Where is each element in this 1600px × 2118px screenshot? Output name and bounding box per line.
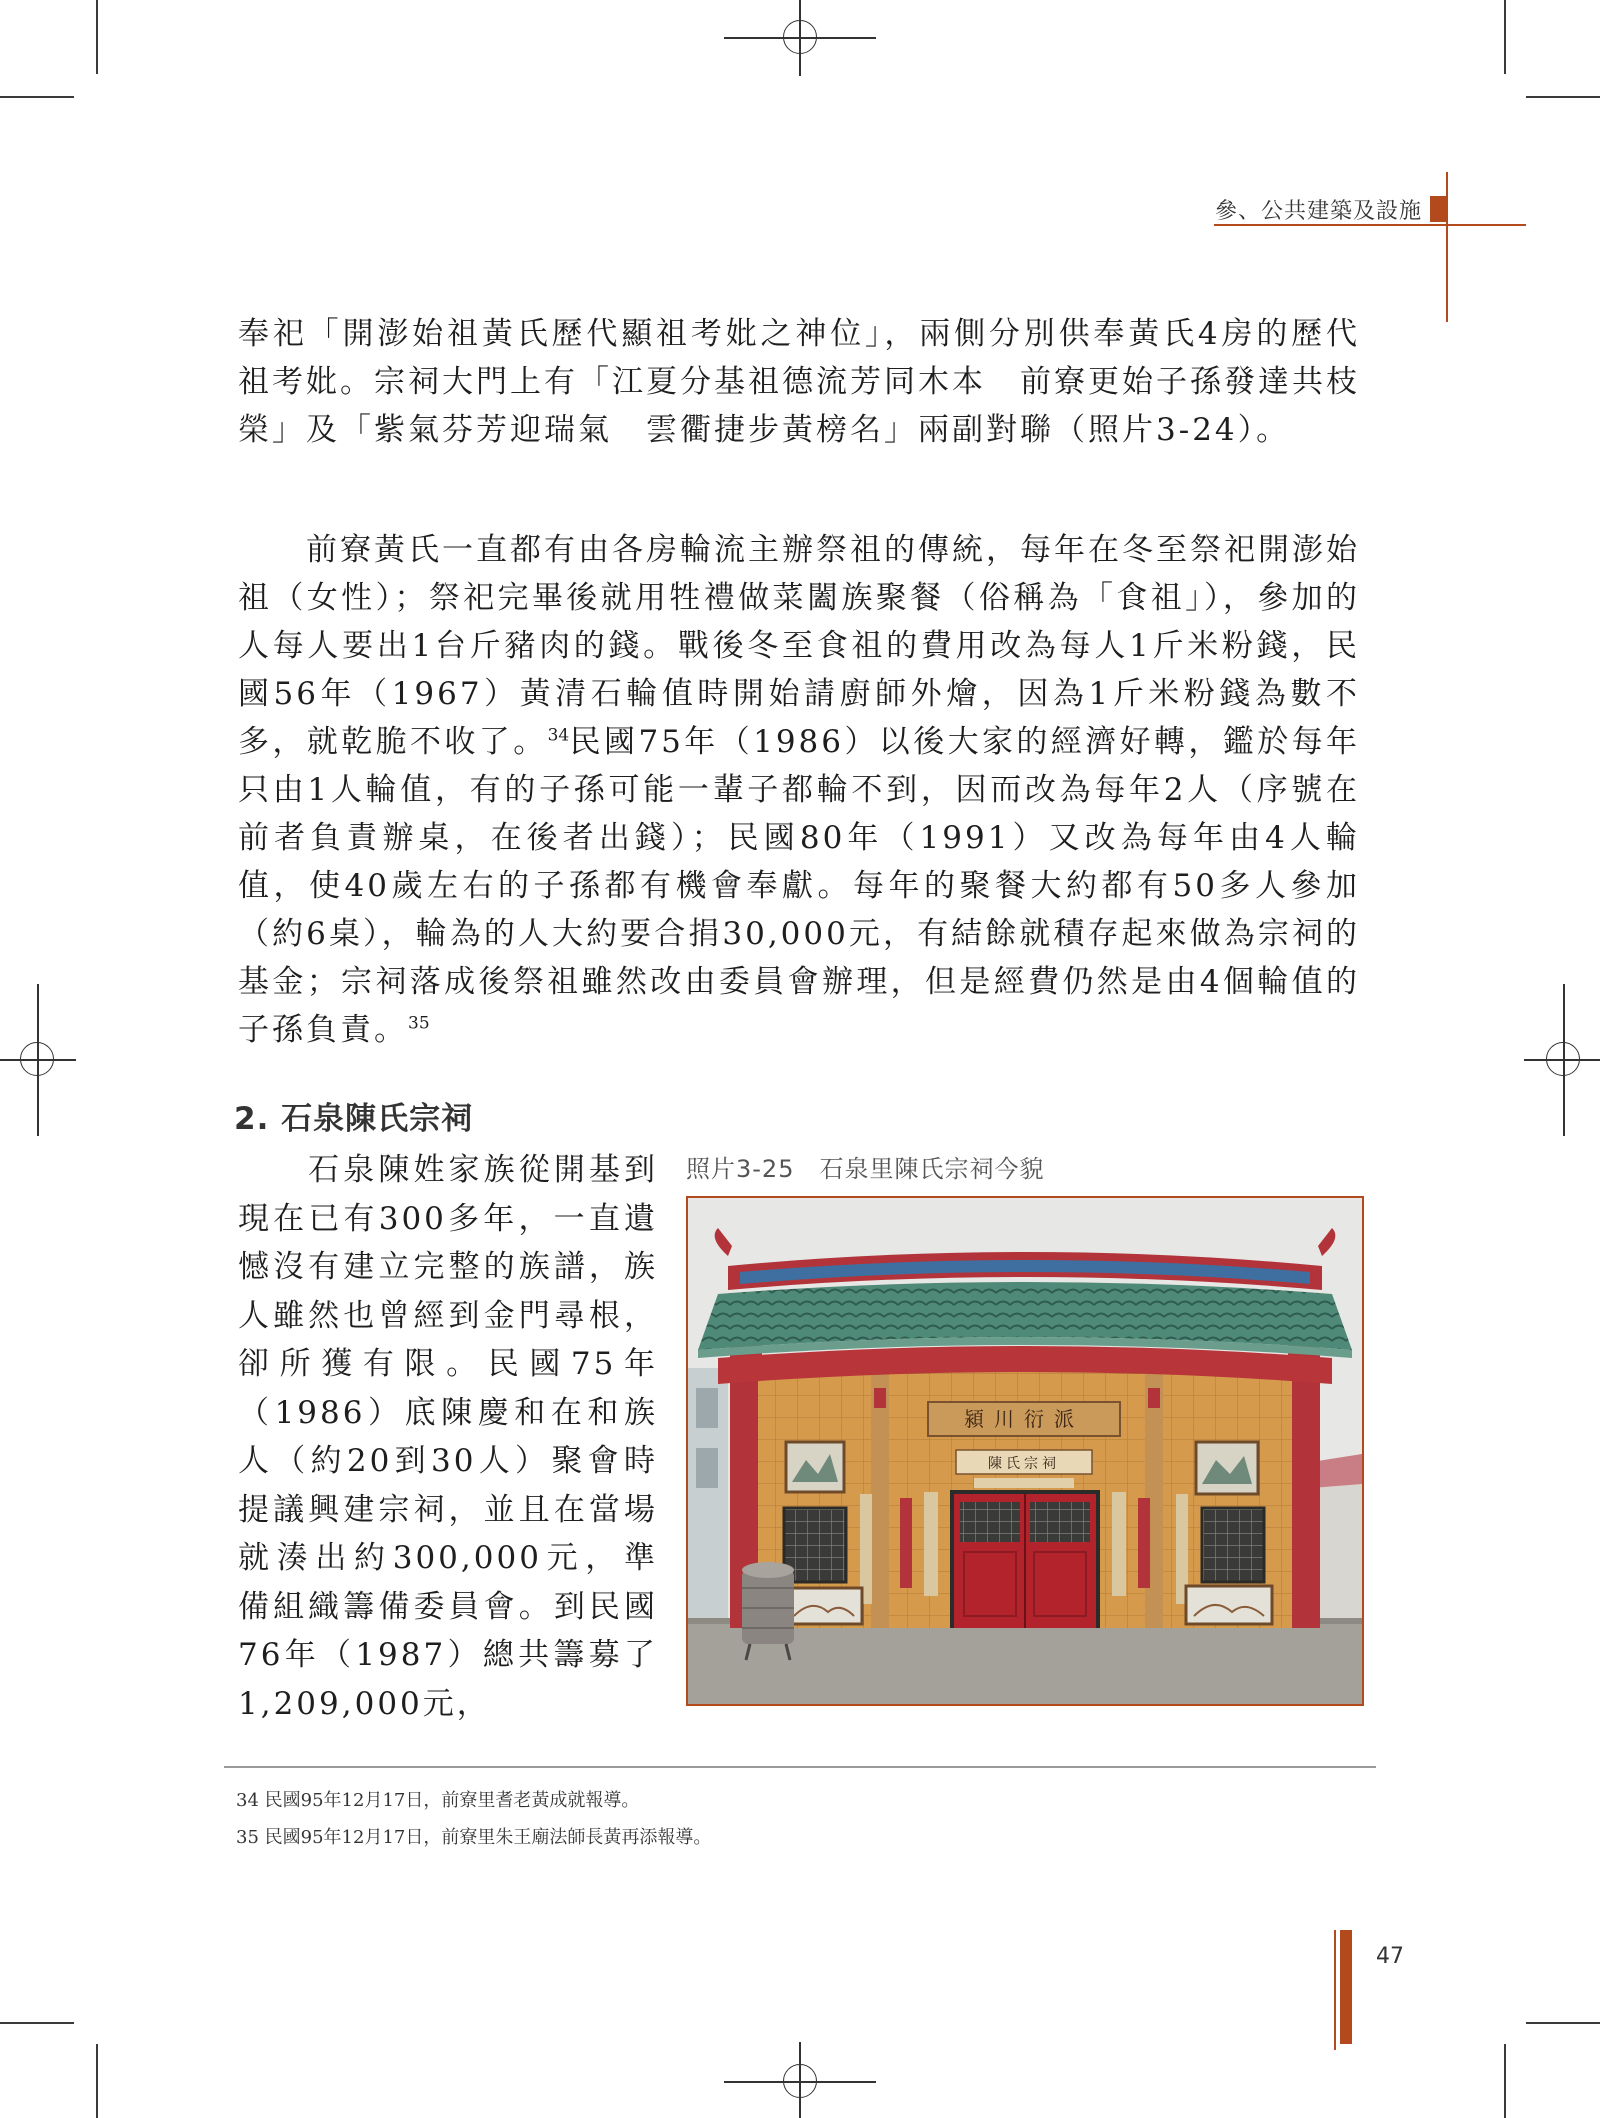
footnote-text: 民國95年12月17日，前寮里朱王廟法師長黃再添報導。 <box>264 1827 712 1848</box>
footnote-number: 35 <box>236 1827 259 1848</box>
footnote-ref-35: 35 <box>408 1013 430 1034</box>
page-number-bar <box>1340 1930 1352 2044</box>
paragraph-2-text-b: 民國75年（1986）以後大家的經濟好轉，鑑於每年只由1人輪值，有的子孫可能一輩子都輪不到，因而改為每年2人（序號在前者負責辦桌，在後者出錢）；民國80年（1991）又改為每年由4人輪值，使40歲左右的子孫都有機會奉獻。每年的聚餐大約都有50多人參加（約6桌），輪為的人大約要合捐30,000元，有結餘就積存起來做為宗祠的基金；宗祠落成後祭祖雖然改由委員會辦理，但是經費仍然是由4個輪值的子孫負責。 <box>238 724 1360 1048</box>
footnote-text: 民國95年12月17日，前寮里耆老黃成就報導。 <box>264 1790 640 1811</box>
paragraph-2-text-a: 前寮黃氏一直都有由各房輪流主辦祭祖的傳統，每年在冬至祭祀開澎始祖（女性）；祭祀完畢後就用牲禮做菜闔族聚餐（俗稱為「食祖」），參加的人每人要出1台斤豬肉的錢。戰後冬至食祖的費用改為每人1斤米粉錢，民國56年（1967）黃清石輪值時開始請廚師外燴，因為1斤米粉錢為數不多，就乾脆不收了。 <box>238 532 1360 760</box>
chapter-vertical-rule <box>1446 172 1448 322</box>
footnote-34 <box>236 1786 639 1812</box>
footnote-rule <box>224 1766 1376 1768</box>
paragraph-1: 奉祀「開澎始祖黃氏歷代顯祖考妣之神位」，兩側分別供奉黃氏4房的歷代祖考妣。宗祠大門上有「江夏分基祖德流芳同木本 前寮更始子孫發達共枝榮」及「紫氣芬芳迎瑞氣 雲衢捷步黃榜名」兩副對聯（照片3-24）。 <box>238 316 1360 448</box>
footnote-ref-34: 34 <box>547 725 570 746</box>
footnote-number: 34 <box>236 1790 259 1811</box>
temple-illustration <box>688 1198 1362 1704</box>
section-heading: 2. 石泉陳氏宗祠 <box>234 1101 474 1137</box>
chapter-title: 參、公共建築及設施 <box>1214 199 1422 224</box>
page-number-rule <box>1334 1930 1336 2050</box>
sign-text: 陳氏宗祠 <box>988 1456 1060 1472</box>
temple-photo <box>686 1196 1364 1706</box>
paragraph-3: 石泉陳姓家族從開基到現在已有300多年，一直遺憾沒有建立完整的族譜，族人雖然也曾經到金門尋根，卻所獲有限。民國75年（1986）底陳慶和在和族人（約20到30人）聚會時提議興建宗祠，並且在當場就湊出約300,000元，準備組織籌備委員會。到民國76年（1987）總共籌募了1,209,000元， <box>238 1152 658 1722</box>
plaque-text: 潁川衍派 <box>964 1407 1084 1431</box>
footnote-35 <box>236 1823 711 1849</box>
paragraph-2 <box>238 526 1360 1054</box>
photo-caption: 照片3-25 石泉里陳氏宗祠今貌 <box>686 1155 1045 1183</box>
chapter-rule <box>1214 224 1526 226</box>
page-number: 47 <box>1376 1944 1404 1969</box>
